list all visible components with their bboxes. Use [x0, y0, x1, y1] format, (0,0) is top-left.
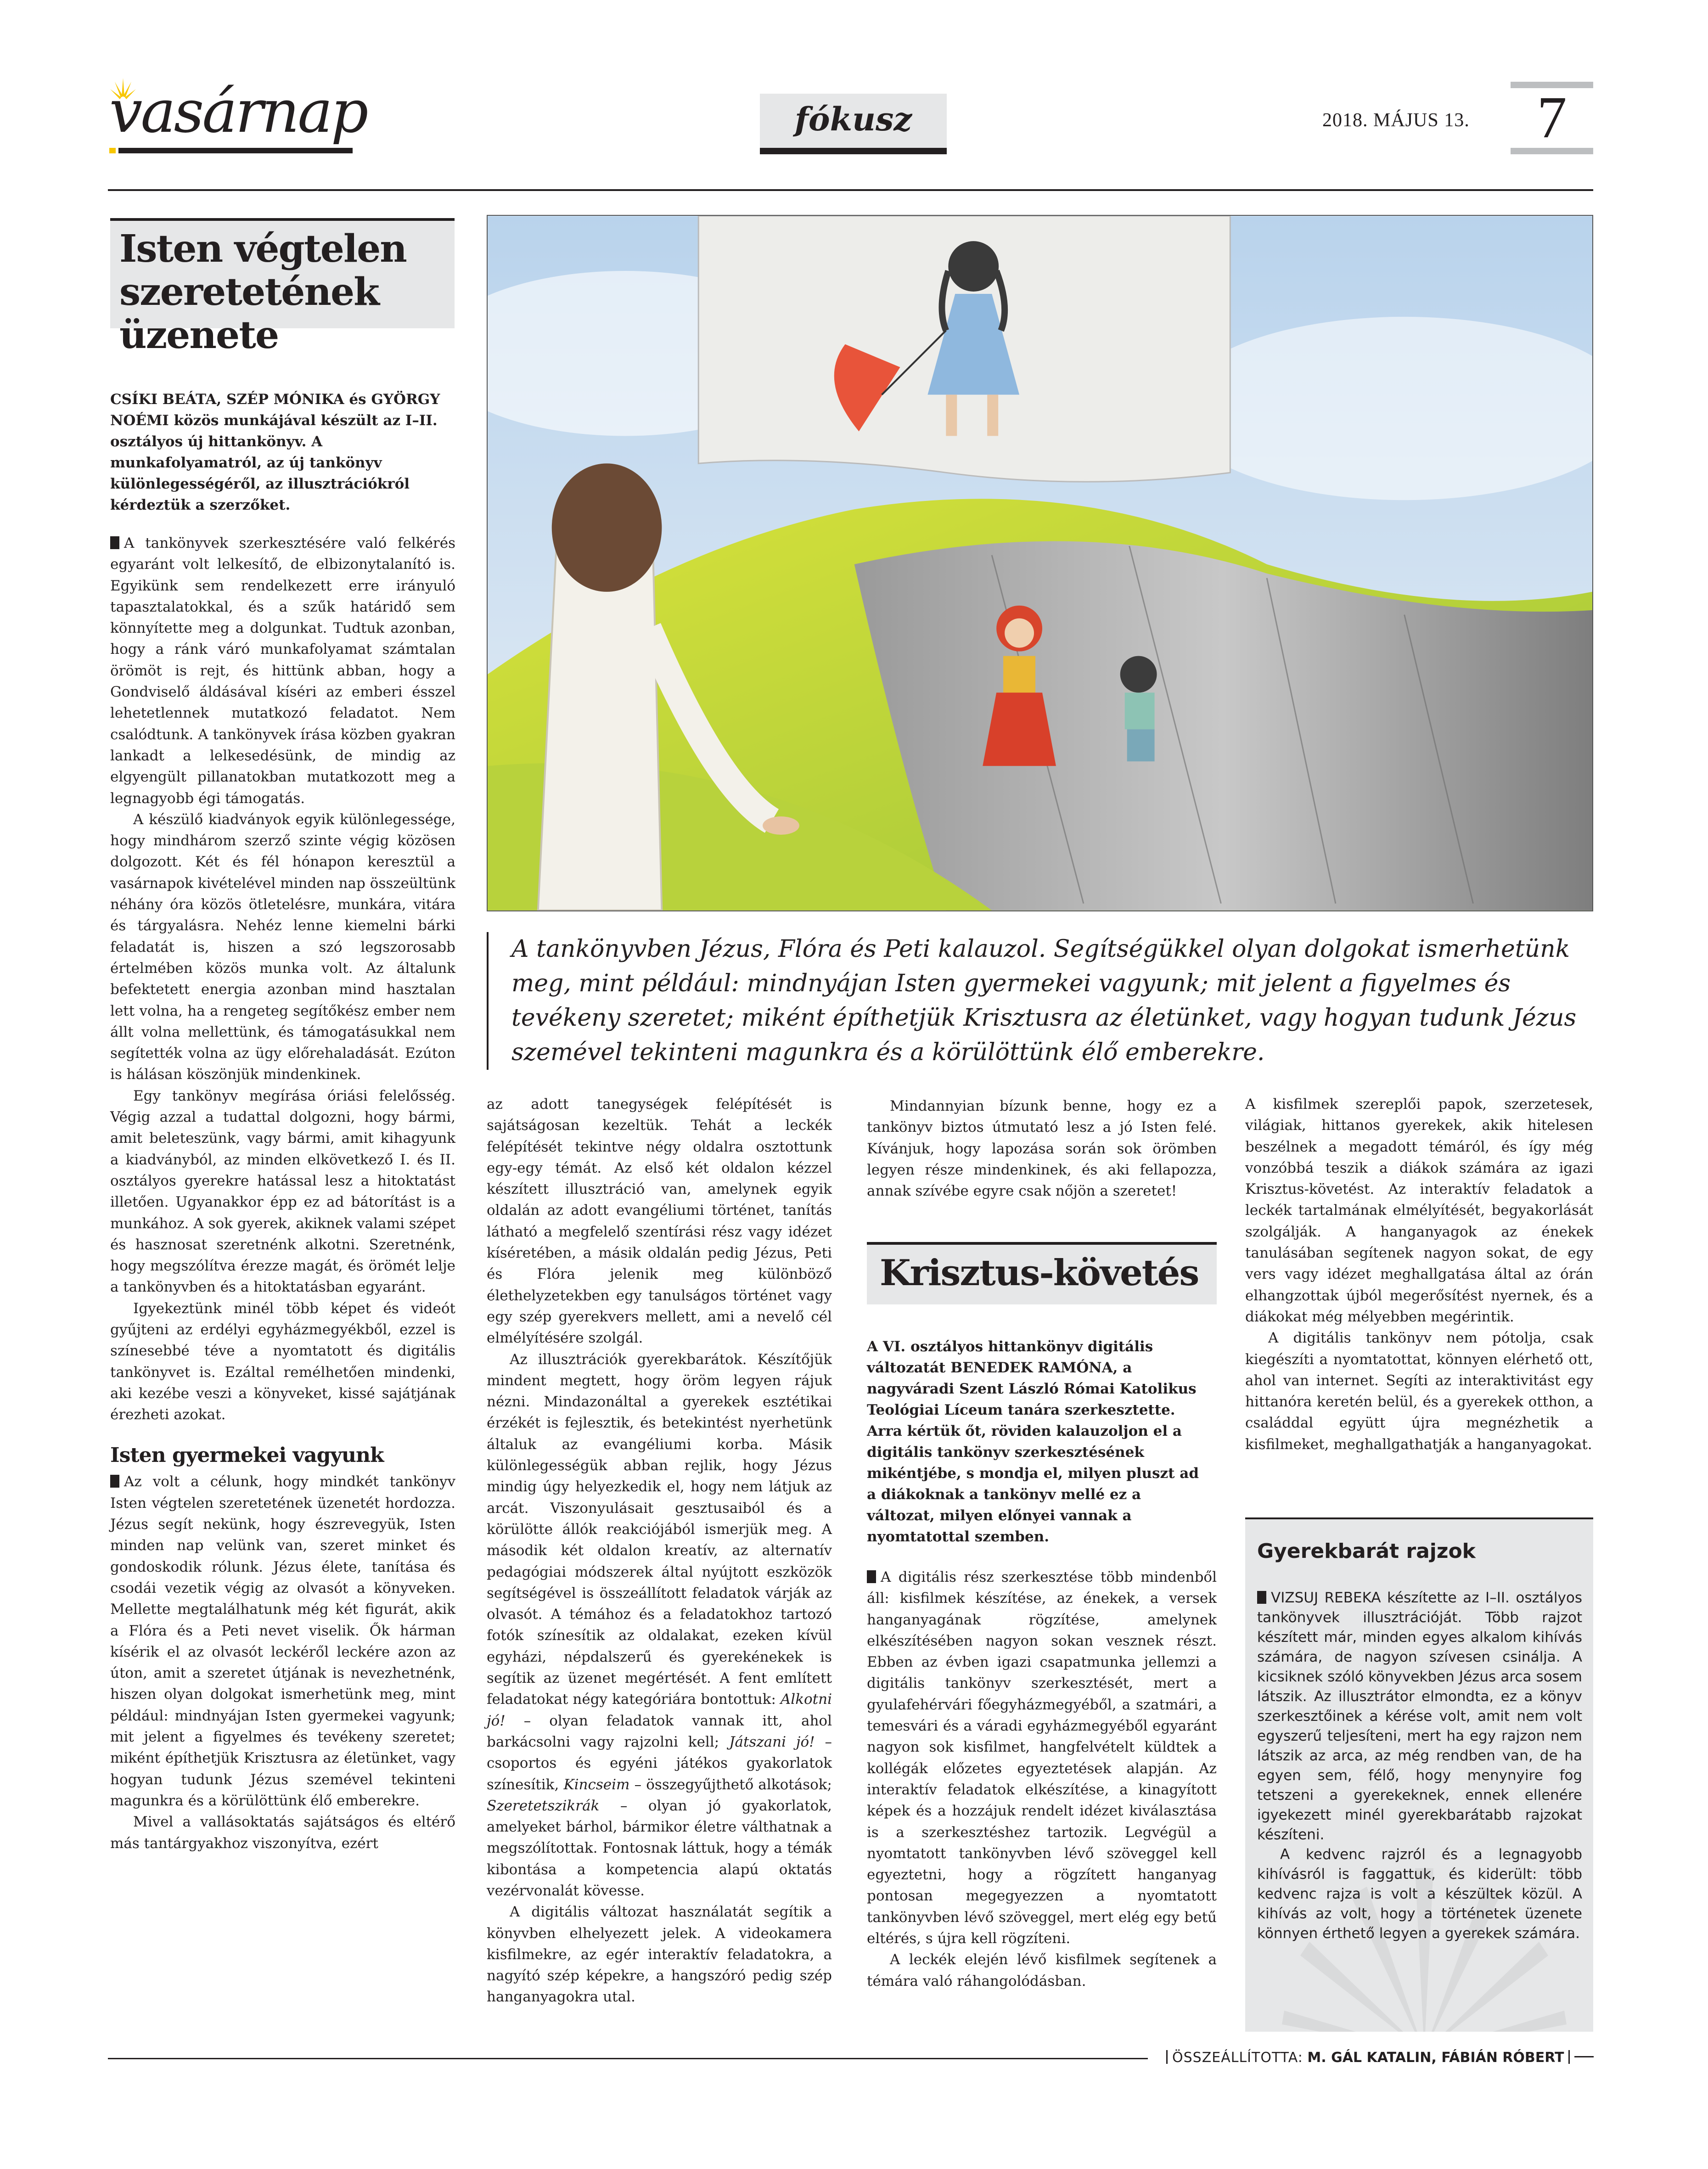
column-3-top: [867, 1096, 1217, 1202]
paragraph: A kisfilmek szereplői papok, szerzetesek, világiak, hittanos gyerekek, akik hitelesen beszélnek a megadott témáról, és így még vonzóbbá teszik a diákok számára az igazi Krisztus-követést. Az interaktív feladatok a leckék tartalmának elmélyítését, begyakorlását szolgálják. A hanganyagok az énekek tanulásában segítenek nagyon sokat, de egy vers vagy idézet meghallgatása által az órán elhangzottak újból megerősítést nyernek, és a diákokat még mélyebben megérintik.: [1245, 1096, 1593, 1325]
column-3: [867, 1567, 1217, 1992]
paragraph: Mivel a vallásoktatás sajátságos és eltérő más tantárgyakhoz viszonyítva, ezért: [110, 1814, 455, 1852]
paragraph: A tankönyvek szerkesztésére való felkérés egyaránt volt lelkesítő, de elbizonytalanító is. Egyikünk sem rendelkezett erre irányuló tapasztalatokkal, és a szűk határidő sem könnyítette meg a dolgunkat. Tudtuk azonban, hogy a ránk váró munkafolyamat számtalan örömöt is rejt, és hittünk abban, hogy a Gondviselő áldásával kíséri az emberi ésszel lehetetlennek mutatkozó feladatot. Nem csalódtunk. A tankönyvek írása közben gyakran lankadt a lelkesedésünk, de mindig az elgyengült pillanatokban mutatkozott meg a legnagyobb égi támogatás.: [110, 535, 455, 807]
paragraph: A digitális tankönyv nem pótolja, csak kiegészíti a nyomtatottat, könnyen elérhető ott, ahol van internet. Segíti az interaktivitást egy hittanóra keretén belül, és a gyerekek otthon, a családdal együtt újra megnézhetik a kisfilmeket, meghallgathatják a hanganyagokat.: [1245, 1330, 1593, 1453]
article2-lead-box: [867, 1336, 1209, 1547]
sidebar-title: Gyerekbarát rajzok: [1257, 1540, 1476, 1563]
article2-title-box: [867, 1242, 1217, 1304]
bullet-icon: [110, 536, 119, 549]
paragraph: A digitális rész szerkesztése több mindenből áll: kisfilmek készítése, az énekek, a versek hanganyagának rögzítése, amelynek elkészítésében nagyon sokan vesznek részt. Ebben az évben igazi csapatmunka jellemzi a digitális tankönyv szerkesztését, mert a gyulafehérvári főegyházmegyéből, a szatmári, a temesvári és a váradi egyházmegyéből egyaránt nagyon sok kisfilmet, hangfelvételt küldtek a kollégák előzetes egyeztetések alapján. Az interaktív feladatok elkészítése, a kinagyított képek és a hozzájuk rendelt idézet kiválasztása is a szerkesztéshez tartozik. Legvégül a nyomtatott tankönyvben lévő szöveggel kell egyeztetni, hogy a rögzített hanganyag pontosan megegyezzen a nyomtatott tankönyvben lévő szöveggel, mert elég egy betű eltérés, s újra kell rögzíteni.: [867, 1569, 1217, 1947]
logo-underline: [118, 148, 353, 153]
article2-lead: A VI. osztályos hittankönyv digitális változatát BENEDEK RAMÓNA, a nagyváradi Szent László Római Katolikus Teológiai Líceum tanára szerkesztette. Arra kértük őt, röviden kalauzoljon el a digitális tankönyv szerkesztésének mikéntjébe, s mondja el, milyen pluszt ad a diákoknak a tankönyv mellé ez a változat, milyen előnyei vannak a nyomtatottal szemben.: [867, 1338, 1199, 1545]
paragraph: Igyekeztünk minél több képet és videót gyűjteni az erdélyi egyházmegyékből, ezzel is színesebbé téve a nyomtatott és digitális tankönyvet is. Ezáltal remélhetően mindenki, aki kezébe veszi a könyveket, kissé sajátjának érezheti azokat.: [110, 1300, 455, 1423]
column-4: [1245, 1094, 1593, 1455]
paragraph: az adott tanegységek felépítését is sajátságosan kezeltük. Tehát a leckék felépítését tekintve négy oldalra osztottunk egy-egy témát. Az első két oldalon kézzel készített illusztráció van, amelynek egyik oldalán az adott evangéliumi történet, tanítás látható a megfelelő szentírási rész vagy idézet kíséretében, a másik oldalán pedig Jézus, Peti és Flóra jelenik meg különböző élethelyzetekben egy tanulságos történet vagy egy szép gyerekvers mellett, ami a nevelő cél elmélyítésére szolgál.: [487, 1096, 832, 1347]
sidebar-text: [1257, 1588, 1582, 1944]
paragraph: VIZSUJ REBEKA készítette az I–II. osztályos tankönyvek illusztrációját. Több rajzot készített már, minden egyes alkalom kihívás számára, de nagyon szívesen csinálja. A kicsiknek szóló könyvekben Jézus arca sosem látszik. Az illusztrátor elmondta, ez a könyv szerkesztőinek a kérése volt, amit nem volt egyszerű teljesíteni, mert ha egy rajzon nem látszik az arca, az még rendben van, de ha egyen sem, félő, hogy menynyire fog tetszeni a gyerekeknek, ennek ellenére igyekezett minél gyerekbarátabb rajzokat készíteni.: [1257, 1590, 1582, 1843]
article-lead: CSÍKI BEÁTA, SZÉP MÓNIKA és GYÖRGY NOÉMI közös munkájával készült az I–II. osztályos új hittankönyv. A munkafolyamatról, az új tankönyv különlegességéről, az illusztrációkról kérdeztük a szerzőket.: [110, 391, 440, 513]
divider: [1568, 2050, 1570, 2064]
paragraph: Mindannyian bízunk benne, hogy ez a tankönyv biztos útmutató lesz a jó Isten felé. Kívánjuk, hogy lapozása során sok örömben legyen része mindenkinek, és aki fellapozza, annak szívébe egyre csak nőjön a szeretet!: [867, 1098, 1217, 1200]
paragraph: A leckék elején lévő kisfilmek segítenek a témára való ráhangolódásban.: [867, 1951, 1217, 1989]
article-title-box: [110, 218, 455, 357]
paragraph: A digitális változat használatát segítik a könyvben elhelyezett jelek. A videokamera kisfilmekre, az egér interaktív feladatokra, a nagyító szép képekre, a hangszóró pedig szép hanganyagokra utal.: [487, 1904, 832, 2006]
footer-credit: ÖSSZEÁLLÍTOTTA: M. GÁL KATALIN, FÁBIÁN RÓBERT: [1162, 2049, 1593, 2067]
paragraph: Az volt a célunk, hogy mindkét tankönyv Isten végtelen szeretetének üzenetét hordozza. Jézus segít nekünk, hogy észrevegyük, Isten minden nap velünk van, szeret minket és gondoskodik rólunk. Jézus élete, tanítása és csodái vezetik végig az olvasót a könyveken. Mellette megtalálhatunk még két figurát, akik a Flóra és a Peti nevet viselik. Ők hárman kísérik el az olvasót leckéről leckére azon az úton, amit a szeretet útjának is nevezhetnénk, hiszen olyan dolgokat ismerhetünk meg, mint például: mindnyájan Isten gyermekei vagyunk; mit jelent a figyelmes és tevékeny szeretet; miként építhetjük Krisztusra az életünket, vagy hogyan tudunk Jézus szemével tekinteni magunkra és a körülöttünk élő emberekre.: [110, 1473, 455, 1809]
column-1: [110, 533, 455, 1854]
paragraph: A készülő kiadványok egyik különlegessége, hogy mindhárom szerző szinte végig közösen dolgozott. Két és fél hónapon keresztül a vasárnapok kivételével minden nap összeültünk néhány óra közös ötletelésre, munkára, vitára és tárgyalásra. Nehéz lenne kiemelni bárki feladatát is, hiszen a szó legszorosabb értelmében közös munka volt. Az általunk befektetett energia azonban mind hasztalan lett volna, ha a rengeteg segítőkész ember nem állt volna mellettünk, és támogatásukkal nem segítették volna az ügy előrehaladását. Ezúton is hálásan köszönjük mindenkinek.: [110, 811, 455, 1083]
bullet-icon: [867, 1570, 876, 1583]
paragraph: Az illusztrációk gyerekbarátok. Készítőjük mindent megtett, hogy öröm legyen rájuk nézni. Mindazonáltal a gyerekek esztétikai érzékét is fejlesztik, és betekintést nyerhetünk általuk az evangéliumi korba. Másik különlegességük abban rejlik, hogy Jézus mindig úgy helyezkedik el, hogy nem látjuk az arcát. Viszonyulásait gesztusaiból és a körülötte állók reakciójából ismerjük meg. A második két oldalon kreatív, az alternatív pedagógiai módszerek által nyújtott eszközök segítségével is összeállított feladatok várják az olvasót. A témához és a feladatokhoz tartozó fotók színesítik az oldalakat, ezeken kívül egyházi, népdalszerű és gyerekénekek is segítik az üzenet megértését. A fent említett feladatokat négy kategóriára bontottuk: Alkotni jó! – olyan feladatok vannak itt, ahol barkácsolni vagy rajzolni kell; Játszani jó! – csoportos és egyéni játékos gyakorlatok színesítik, Kincseim – összegyűjthető alkotások; Szeretetszikrák – olyan jó gyakorlatok, amelyeket bárhol, bármikor életre válthatnak a megszólítottak. Fontosnak láttuk, hogy a témák kibontása a kompetencia alapú oktatás vezérvonalát kövesse.: [487, 1351, 832, 1899]
footer-rule: [108, 2058, 1148, 2059]
issue-date: 2018. MÁJUS 13.: [1322, 110, 1470, 131]
sidebar-box: [1245, 1517, 1593, 2032]
section-label: fókusz: [760, 94, 947, 154]
article-lead-box: [110, 389, 450, 516]
illustration: [487, 215, 1593, 911]
paragraph: Egy tankönyv megírása óriási felelősség. Végig azzal a tudattal dolgozni, hogy bármi, amit beleteszünk, vagy bármi, amit kihagyunk a kiadványból, az minden elkövetkező I. és II. osztályos gyerekre hatással lesz a hitoktatást illetően. Ugyanakkor épp ez ad bátorítást is a munkához. A sok gyerek, akiknek valami szépet és hasznosat szeretnénk alkotni. Szeretnénk, hogy megszólítva érezze magát, és örömét lelje a tankönyvben és a hitoktatásban egyaránt.: [110, 1087, 455, 1296]
article-title: Isten végtelen szeretetének üzenete: [119, 227, 406, 357]
divider: [1574, 2056, 1594, 2057]
illustration-caption: A tankönyvben Jézus, Flóra és Peti kalauzol. Segítségükkel olyan dolgokat ismerhetünk meg, mint például: mindnyájan Isten gyermekei vagyunk; mit jelent a figyelmes és tevékeny szeretet; miként építhetjük Krisztusra az életünket, vagy hogyan tudunk Jézus szemével tekinteni magunkra és a körülöttünk élő emberekre.: [487, 932, 1593, 1070]
divider: [1166, 2050, 1168, 2064]
paragraph: A kedvenc rajzról és a legnagyobb kihívásról is faggattuk, és kiderült: több kedvenc rajza is volt a készültek közül. A kihívás az volt, hogy a történetek üzenete könnyen érthető legyen a gyerekek számára.: [1257, 1846, 1582, 1942]
masthead-logo: vasárnap: [109, 78, 385, 161]
logo-accent: [109, 148, 116, 153]
watercolor-illustration: [488, 216, 1592, 910]
bullet-icon: [110, 1475, 119, 1488]
article2-title: Krisztus-követés: [880, 1252, 1199, 1294]
header-rule: [108, 189, 1593, 191]
page-number: 7: [1511, 82, 1593, 154]
subheading: Isten gyermekei vagyunk: [110, 1444, 384, 1467]
bullet-icon: [1257, 1591, 1266, 1604]
column-2: [487, 1094, 832, 2008]
